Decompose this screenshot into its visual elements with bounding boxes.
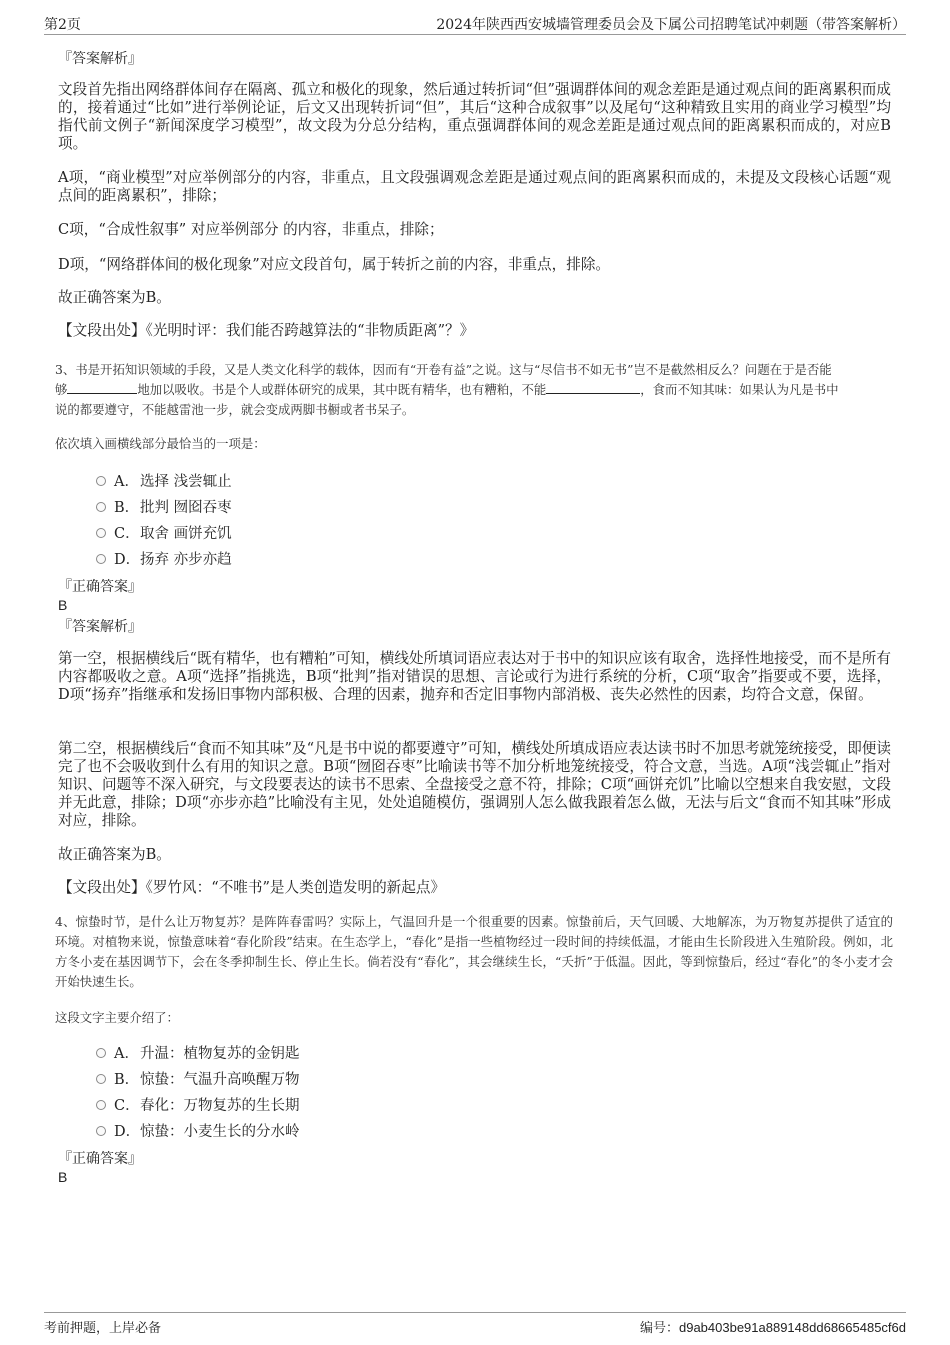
option-text: 春化：万物复苏的生长期 [140, 1098, 300, 1114]
option-b[interactable] [96, 496, 232, 516]
source-citation: 【文段出处】《光明时评：我们能否跨越算法的“非物质距离”？》 [58, 322, 475, 339]
analysis-paragraph: 文段首先指出网络群体间存在隔离、孤立和极化的现象，然后通过转折词“但”强调群体间的观念差距是通过观点间的距离累积而成的，接着通过“比如”进行举例论证，后文又出现转折词“但”，其后“这种合成叙事”以及尾句“这种精致且实用的商业学习模型”均指代前文例子“新闻深度学习模型”，故文段为分总分结构，重点强调群体间的观念差距是通过观点间的距离累积而成的，对应B项。 [58, 81, 891, 152]
stem-text: ，食而不知其味：如果认为凡是书中 [640, 382, 839, 397]
radio-icon[interactable] [96, 476, 106, 486]
page-footer [44, 1312, 906, 1340]
option-text: 批判 囫囵吞枣 [140, 500, 232, 516]
page-number: 第2页 [44, 17, 81, 33]
option-letter: C． [114, 1098, 140, 1114]
code-value: d9ab403be91a889148dd68665485cf6d [678, 1320, 906, 1335]
correct-answer: B [58, 597, 68, 613]
radio-icon[interactable] [96, 1074, 106, 1084]
source-citation: 【文段出处】《罗竹风：“不唯书”是人类创造发明的新起点》 [58, 879, 446, 896]
option-text: 扬弃 亦步亦趋 [140, 552, 232, 568]
option-c[interactable] [96, 522, 232, 542]
option-text: 取舍 画饼充饥 [140, 526, 232, 542]
option-text: 惊蛰：小麦生长的分水岭 [140, 1124, 300, 1140]
radio-icon[interactable] [96, 1100, 106, 1110]
answer-conclusion: 故正确答案为B。 [58, 846, 171, 863]
option-letter: A． [114, 1046, 139, 1062]
page-header [44, 14, 906, 35]
correct-answer: B [58, 1169, 68, 1185]
radio-icon[interactable] [96, 554, 106, 564]
stem-line: 说的都要遵守，不能越雷池一步，就会变成两脚书橱或者书呆子。 [55, 402, 415, 417]
footer-slogan: 考前押题，上岸必备 [44, 1321, 162, 1336]
question-prompt: 依次填入画横线部分最恰当的一项是： [55, 436, 266, 451]
code-label: 编号： [639, 1321, 679, 1336]
analysis-label: 『答案解析』 [58, 51, 142, 67]
radio-icon[interactable] [96, 1048, 106, 1058]
analysis-paragraph: 第二空，根据横线后“食而不知其味”及“凡是书中说的都要遵守”可知，横线处所填成语应表达读书时不加思考就笼统接受，即便读完了也不会吸收到什么有用的知识之意。B项“囫囵吞枣”比喻读书等不加分析地笼统接受，符合文意，当选。A项“浅尝辄止”指对知识、问题等不深入研究，与文段要表达的读书不思索、全盘接受之意不符，排除；C项“画饼充饥”比喻以空想来自我安慰，文段并无此意，排除；D项“亦步亦趋”比喻没有主见，处处追随模仿，强调别人怎么做我跟着怎么做，无法与后文“食而不知其味”形成对应，排除。 [58, 740, 891, 829]
option-b[interactable] [96, 1068, 300, 1088]
document-title: 2024年陕西西安城墙管理委员会及下属公司招聘笔试冲刺题（带答案解析） [436, 17, 906, 33]
analysis-paragraph: A项，“商业模型”对应举例部分的内容，非重点，且文段强调观念差距是通过观点间的距离累积而成的，未提及文段核心话题“观点间的距离累积”，排除； [58, 169, 891, 204]
option-c[interactable] [96, 1094, 300, 1114]
radio-icon[interactable] [96, 502, 106, 512]
question-prompt: 这段文字主要介绍了： [55, 1010, 179, 1025]
blank-line [546, 381, 640, 394]
radio-icon[interactable] [96, 1126, 106, 1136]
option-letter: B． [114, 1072, 140, 1088]
option-a[interactable] [96, 470, 232, 490]
correct-answer-label: 『正确答案』 [58, 579, 142, 595]
question-stem [55, 360, 893, 420]
option-letter: C． [114, 526, 140, 542]
option-d[interactable] [96, 548, 232, 568]
option-text: 惊蛰：气温升高唤醒万物 [140, 1072, 300, 1088]
correct-answer-label: 『正确答案』 [58, 1151, 142, 1167]
option-d[interactable] [96, 1120, 300, 1140]
option-letter: B． [114, 500, 140, 516]
stem-line: 3、书是开拓知识领域的手段，又是人类文化科学的载体，因而有“开卷有益”之说。这与“尽信书不如无书”岂不是截然相反么？问题在于是否能 [55, 362, 832, 377]
option-letter: A． [114, 474, 139, 490]
option-a[interactable] [96, 1042, 300, 1062]
stem-text: 地加以吸收。书是个人或群体研究的成果，其中既有精华，也有糟粕，不能 [137, 382, 547, 397]
option-text: 升温：植物复苏的金钥匙 [140, 1046, 300, 1062]
analysis-label: 『答案解析』 [58, 619, 142, 635]
question-stem: 4、惊蛰时节，是什么让万物复苏？是阵阵春雷吗？实际上，气温回升是一个很重要的因素。惊蛰前后，天气回暖、大地解冻，为万物复苏提供了适宜的环境。对植物来说，惊蛰意味着“春化阶段”结束。在生态学上，“春化”是指一些植物经过一段时间的持续低温，才能由生长阶段进入生殖阶段。例如，北方冬小麦在基因调节下，会在冬季抑制生长、停止生长。倘若没有“春化”，其会继续生长，“夭折”于低温。因此，等到惊蛰后，经过“春化”的冬小麦才会开始快速生长。 [55, 914, 893, 989]
stem-line [55, 380, 893, 400]
option-text: 选择 浅尝辄止 [140, 474, 232, 490]
option-letter: D． [114, 552, 141, 568]
analysis-paragraph: C项，“合成性叙事” 对应举例部分 的内容，非重点，排除； [58, 221, 444, 238]
analysis-paragraph: 第一空，根据横线后“既有精华，也有糟粕”可知，横线处所填词语应表达对于书中的知识应该有取舍，选择性地接受，而不是所有内容都吸收之意。A项“选择”指挑选，B项“批判”指对错误的思想、言论或行为进行系统的分析，C项“取舍”指要或不要，选择，D项“扬弃”指继承和发扬旧事物内部积极、合理的因素，抛弃和否定旧事物内部消极、丧失必然性的因素，均符合文意，保留。 [58, 650, 891, 703]
analysis-paragraph: D项，“网络群体间的极化现象”对应文段首句，属于转折之前的内容，非重点，排除。 [58, 256, 611, 273]
stem-text: 够 [55, 382, 68, 397]
document-code [640, 1317, 906, 1336]
answer-conclusion: 故正确答案为B。 [58, 289, 171, 306]
option-letter: D． [114, 1124, 141, 1140]
radio-icon[interactable] [96, 528, 106, 538]
blank-line [67, 381, 137, 394]
